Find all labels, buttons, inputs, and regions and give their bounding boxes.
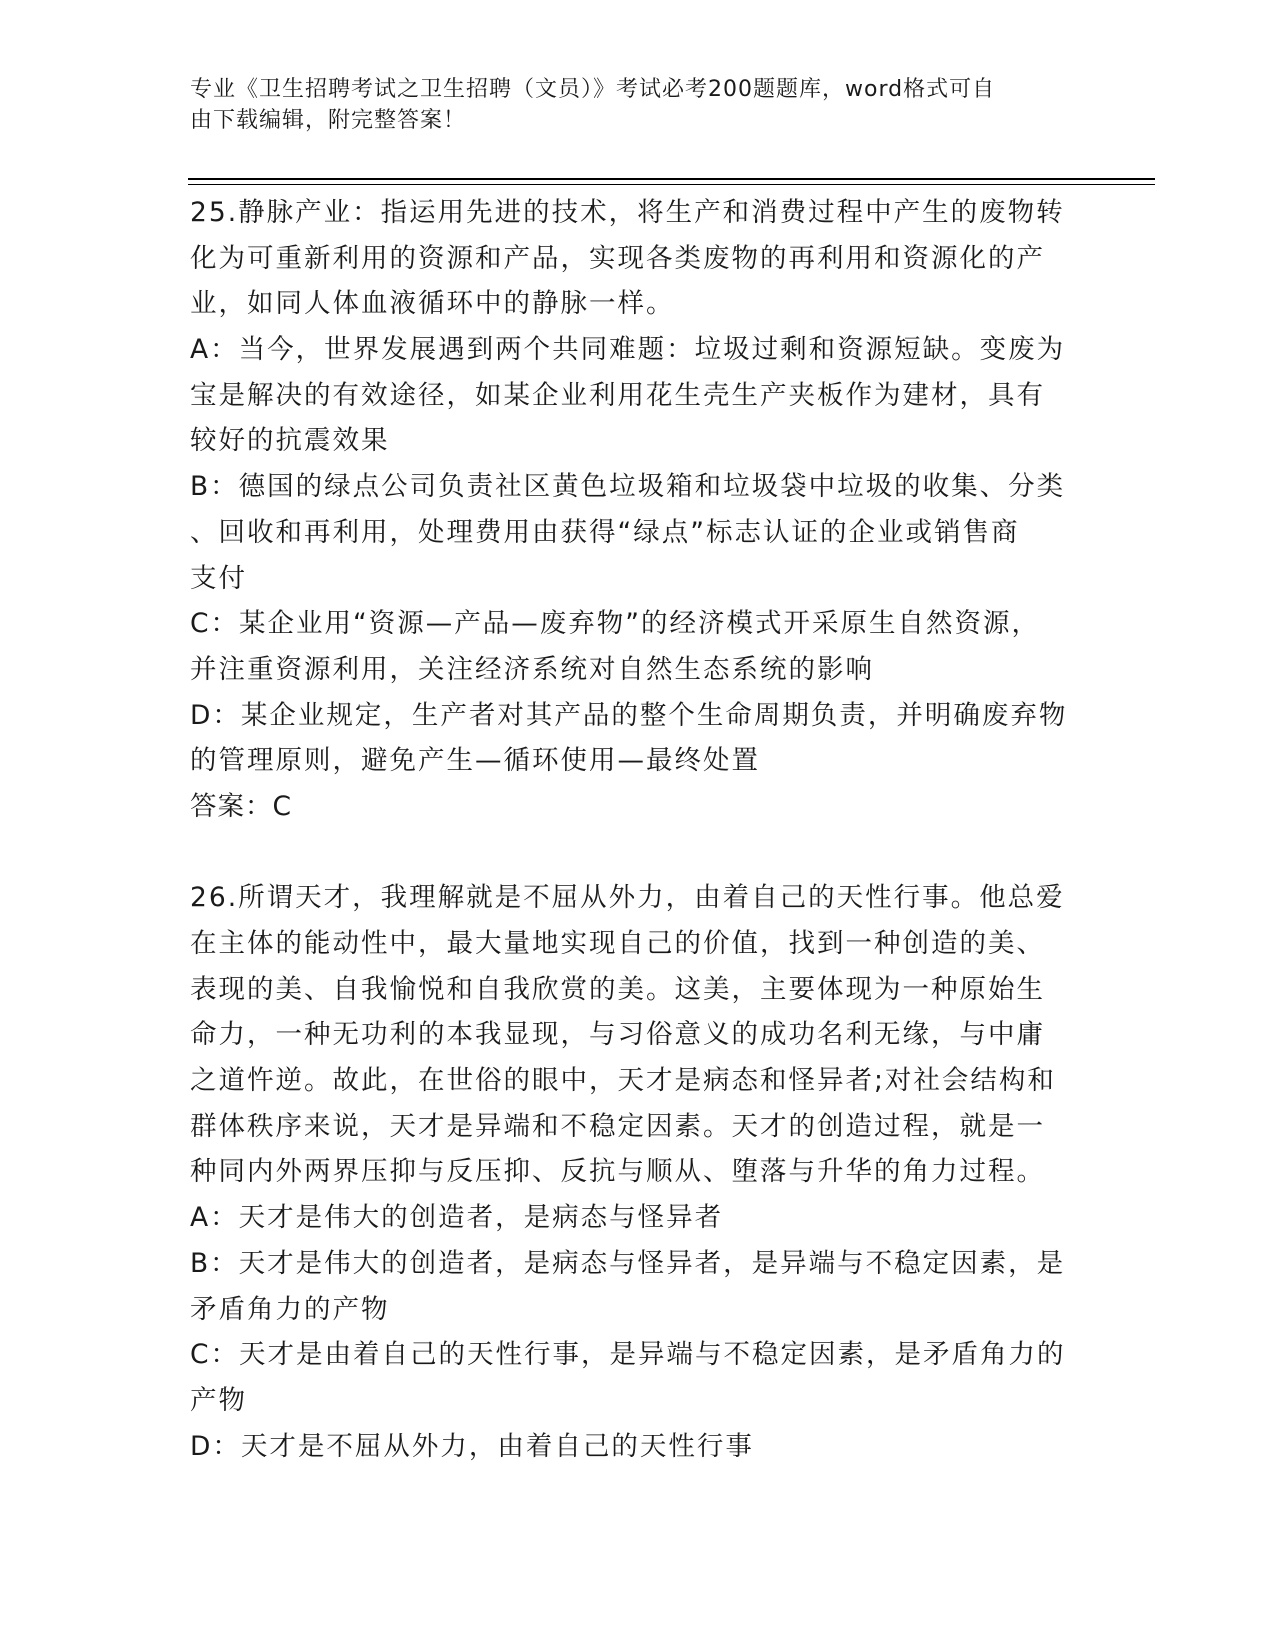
header-rule-thin (188, 184, 1155, 185)
question-25-option-a (190, 327, 1090, 464)
question-26 (190, 875, 1090, 1469)
stem-line: 化为可重新利用的资源和产品，实现各类废物的再利用和资源化的产 (190, 242, 1045, 274)
document-body (190, 190, 1090, 1469)
question-26-option-a (190, 1195, 1090, 1241)
option-line: 宝是解决的有效途径，如某企业利用花生壳生产夹板作为建材，具有 (190, 379, 1045, 411)
stem-line: 26.所谓天才，我理解就是不屈从外力，由着自己的天性行事。他总爱 (190, 882, 1065, 914)
option-line: A：天才是伟大的创造者，是病态与怪异者 (190, 1202, 724, 1234)
option-line: 矛盾角力的产物 (190, 1293, 390, 1325)
question-25-option-c (190, 601, 1090, 692)
stem-line: 业，如同人体血液循环中的静脉一样。 (190, 288, 675, 320)
question-25-option-d (190, 693, 1090, 784)
question-26-option-c (190, 1332, 1090, 1423)
option-line: B：天才是伟大的创造者，是病态与怪异者，是异端与不稳定因素，是 (190, 1247, 1066, 1279)
stem-line: 25.静脉产业：指运用先进的技术，将生产和消费过程中产生的废物转 (190, 197, 1065, 228)
header-rule-thick (188, 178, 1155, 180)
stem-line: 命力，一种无功利的本我显现，与习俗意义的成功名利无缘，与中庸 (190, 1019, 1045, 1051)
option-line: C：某企业用“资源—产品—废弃物”的经济模式开采原生自然资源， (190, 608, 1040, 640)
stem-line: 之道忤逆。故此，在世俗的眼中，天才是病态和怪异者;对社会结构和 (190, 1065, 1056, 1097)
question-26-option-b (190, 1241, 1090, 1332)
question-25-stem (190, 190, 1090, 327)
option-line: 、回收和再利用，处理费用由获得“绿点”标志认证的企业或销售商 (190, 516, 1020, 548)
header-line-2: 由下载编辑，附完整答案！ (190, 108, 467, 133)
question-25-answer: 答案：C (190, 790, 293, 822)
header-line-1: 专业《卫生招聘考试之卫生招聘（文员）》考试必考200题题库，word格式可自 (190, 77, 996, 102)
option-line: D：某企业规定，生产者对其产品的整个生命周期负责，并明确废弃物 (190, 699, 1068, 731)
stem-line: 表现的美、自我愉悦和自我欣赏的美。这美，主要体现为一种原始生 (190, 973, 1045, 1005)
question-25 (190, 190, 1090, 830)
stem-line: 在主体的能动性中，最大量地实现自己的价值，找到一种创造的美、 (190, 928, 1045, 959)
stem-line: 群体秩序来说，天才是异端和不稳定因素。天才的创造过程，就是一 (190, 1110, 1045, 1142)
option-line: A：当今，世界发展遇到两个共同难题：垃圾过剩和资源短缺。变废为 (190, 334, 1066, 366)
option-line: 的管理原则，避免产生—循环使用—最终处置 (190, 745, 760, 777)
option-line: 较好的抗震效果 (190, 425, 390, 457)
option-line: 支付 (190, 562, 247, 594)
stem-line: 种同内外两界压抑与反压抑、反抗与顺从、堕落与升华的角力过程。 (190, 1156, 1045, 1188)
document-header (190, 74, 1090, 136)
question-26-option-d (190, 1424, 1090, 1470)
option-line: 产物 (190, 1384, 247, 1416)
option-line: D：天才是不屈从外力，由着自己的天性行事 (190, 1430, 754, 1462)
question-26-stem (190, 875, 1090, 1195)
option-line: C：天才是由着自己的天性行事，是异端与不稳定因素，是矛盾角力的 (190, 1339, 1066, 1371)
option-line: 并注重资源利用，关注经济系统对自然生态系统的影响 (190, 653, 874, 685)
question-25-option-b (190, 464, 1090, 601)
question-spacer (190, 830, 1090, 876)
option-line: B：德国的绿点公司负责社区黄色垃圾箱和垃圾袋中垃圾的收集、分类 (190, 471, 1066, 503)
